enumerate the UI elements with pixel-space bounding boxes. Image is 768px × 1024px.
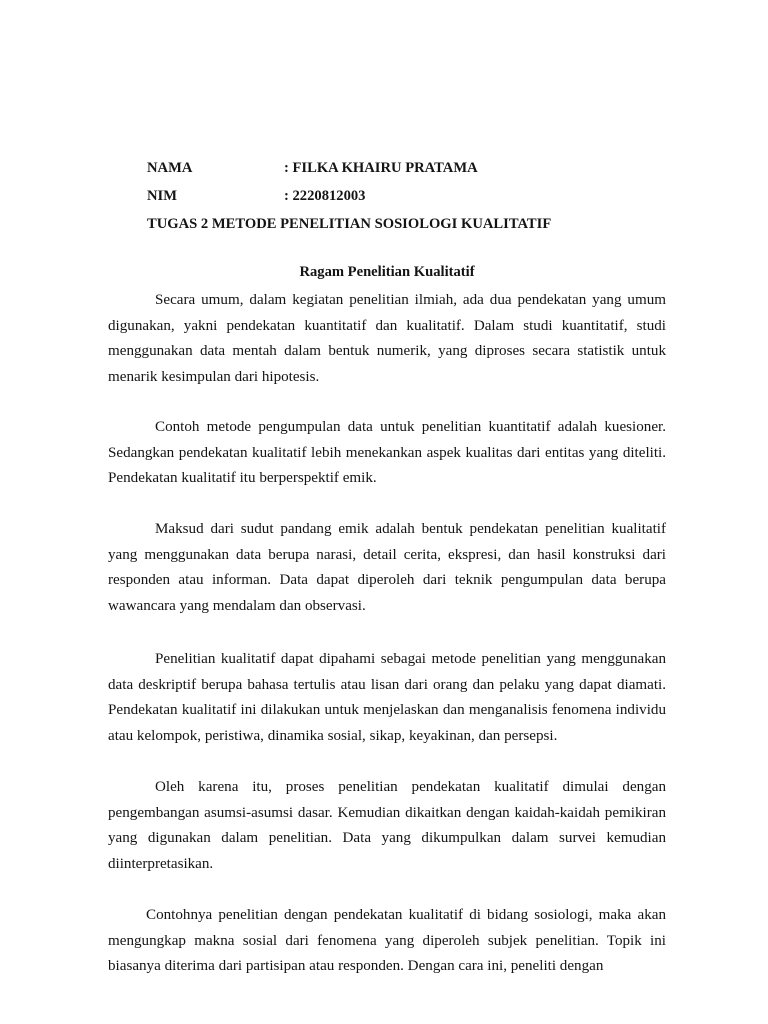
paragraph-1-text: Secara umum, dalam kegiatan penelitian ilmiah, ada dua pendekatan yang umum digunakan, yakni pendekatan kuantitatif dan kualitatif. Dalam studi kuantitatif, studi menggunakan data mentah dalam bentuk numerik, yang diproses secara statistik untuk menarik kesimpulan dari hipotesis.	[108, 292, 666, 385]
document-title: Ragam Penelitian Kualitatif	[299, 264, 475, 280]
paragraph-3	[108, 517, 666, 619]
nim-row	[147, 188, 366, 205]
nim-value: : 2220812003	[284, 188, 366, 204]
name-row	[147, 160, 478, 177]
assignment-title: TUGAS 2 METODE PENELITIAN SOSIOLOGI KUALITATIF	[147, 216, 552, 232]
paragraph-2	[108, 415, 666, 492]
paragraph-4	[108, 647, 666, 749]
name-value: : FILKA KHAIRU PRATAMA	[284, 160, 478, 176]
paragraph-6	[108, 903, 666, 980]
paragraph-1	[108, 288, 666, 390]
name-label: NAMA	[147, 160, 193, 176]
paragraph-2-text: Contoh metode pengumpulan data untuk penelitian kuantitatif adalah kuesioner. Sedangkan pendekatan kualitatif lebih menekankan aspek kualitas dari entitas yang diteliti. Pendekatan kualitatif itu berperspektif emik.	[108, 419, 666, 486]
paragraph-5	[108, 775, 666, 877]
paragraph-5-text: Oleh karena itu, proses penelitian pendekatan kualitatif dimulai dengan pengembangan asumsi-asumsi dasar. Kemudian dikaitkan dengan kaidah-kaidah pemikiran yang digunakan dalam penelitian. Data yang dikumpulkan dalam survei kemudian diinterpretasikan.	[108, 779, 666, 872]
paragraph-6-text: Contohnya penelitian dengan pendekatan kualitatif di bidang sosiologi, maka akan mengungkap makna sosial dari fenomena yang diperoleh subjek penelitian. Topik ini biasanya diterima dari partisipan atau responden. Dengan cara ini, peneliti dengan	[108, 907, 666, 974]
paragraph-3-text: Maksud dari sudut pandang emik adalah bentuk pendekatan penelitian kualitatif yang menggunakan data berupa narasi, detail cerita, ekspresi, dan hasil konstruksi dari responden atau informan. Data dapat diperoleh dari teknik pengumpulan data berupa wawancara yang mendalam dan observasi.	[108, 521, 666, 614]
paragraph-4-text: Penelitian kualitatif dapat dipahami sebagai metode penelitian yang menggunakan data deskriptif berupa bahasa tertulis atau lisan dari orang dan pelaku yang dapat diamati. Pendekatan kualitatif ini dilakukan untuk menjelaskan dan menganalisis fenomena individu atau kelompok, peristiwa, dinamika sosial, sikap, keyakinan, dan persepsi.	[108, 651, 666, 744]
nim-label: NIM	[147, 188, 177, 204]
